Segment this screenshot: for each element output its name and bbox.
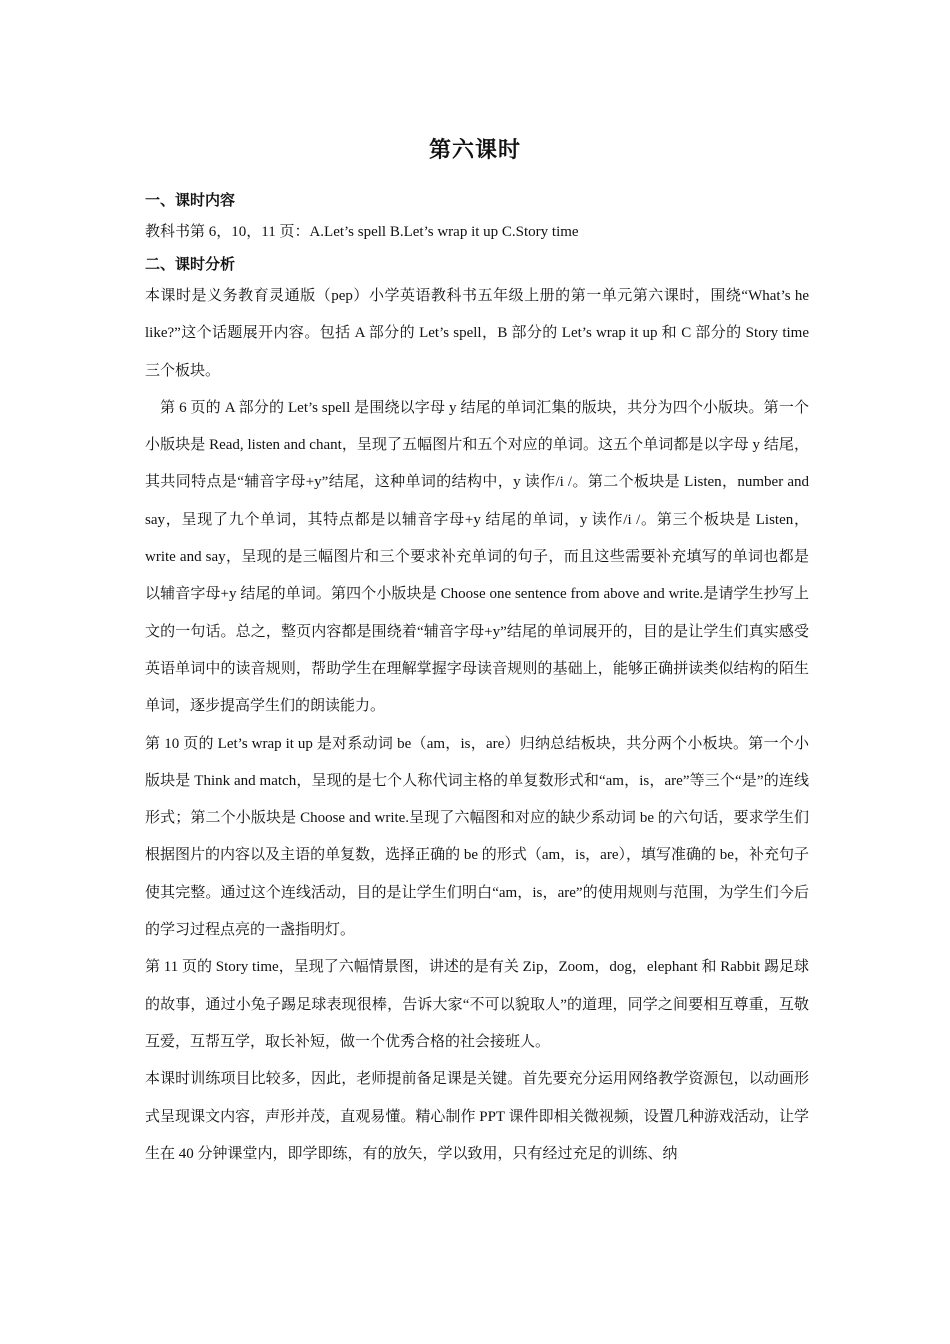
analysis-paragraph-page10: 第 10 页的 Let’s wrap it up 是对系动词 be（am，is，are）归纳总结板块，共分两个小板块。第一个小版块是 Think and match，呈现的是七个人称代词主格的单复数形式和“am，is，are”等三个“是”的连线形式；第二个小版块是 Choose and write.呈现了六幅图和对应的缺少系动词 be 的六句话，要求学生们根据图片的内容以及主语的单复数，选择正确的 be 的形式（am，is，are），填写准确的 be，补充句子使其完整。通过这个连线活动，目的是让学生们明白“am，is，are”的使用规则与范围，为学生们今后的学习过程点亮的一盏指明灯。 — [145, 735, 809, 939]
document-body — [145, 186, 809, 1173]
course-content-text: 教科书第 6，10，11 页：A.Let’s spell B.Let’s wrap it up C.Story time — [145, 224, 579, 240]
analysis-paragraph-page11: 第 11 页的 Story time，呈现了六幅情景图，讲述的是有关 Zip，Zoom，dog，elephant 和 Rabbit 踢足球的故事，通过小兔子踢足球表现很棒，告诉大家“不可以貌取人”的道理，同学之间要相互尊重，互敬互爱，互帮互学，取长补短，做一个优秀合格的社会接班人。 — [145, 959, 809, 1050]
page-title: 第六课时 — [428, 137, 521, 163]
section-heading-course-analysis: 二、课时分析 — [145, 255, 236, 273]
analysis-paragraph-page6: 第 6 页的 A 部分的 Let’s spell 是围绕以字母 y 结尾的单词汇集的版块，共分为四个小版块。第一个小版块是 Read, listen and chant，呈现了五幅图片和五个对应的单词。这五个单词都是以字母 y 结尾，其共同特点是“辅音字母+y”结尾，这种单词的结构中，y 读作/i /。第二个板块是 Listen，number and say，呈现了九个单词，其特点都是以辅音字母+y 结尾的单词，y 读作/i /。第三个板块是 Listen，write and say，呈现的是三幅图片和三个要求补充单词的句子，而且这些需要补充填写的单词也都是以辅音字母+y 结尾的单词。第四个小版块是 Choose one sentence from above and write.是请学生抄写上文的一句话。总之，整页内容都是围绕着“辅音字母+y”结尾的单词展开的，目的是让学生们真实感受英语单词中的读音规则，帮助学生在理解掌握字母读音规则的基础上，能够正确拼读类似结构的陌生单词，逐步提高学生们的朗读能力。 — [145, 399, 809, 715]
section-heading-course-content: 一、课时内容 — [145, 191, 236, 209]
analysis-paragraph-intro: 本课时是义务教育灵通版（pep）小学英语教科书五年级上册的第一单元第六课时，围绕“What’s he like?”这个话题展开内容。包括 A 部分的 Let’s spell，B 部分的 Let’s wrap it up 和 C 部分的 Story time 三个板块。 — [145, 288, 809, 379]
analysis-paragraph-preparation: 本课时训练项目比较多，因此，老师提前备足课是关键。首先要充分运用网络教学资源包，以动画形式呈现课文内容，声形并茂，直观易懂。精心制作 PPT 课件即相关微视频，设置几种游戏活动，让学生在 40 分钟课堂内，即学即练，有的放矢，学以致用，只有经过充足的训练、纳 — [145, 1071, 809, 1162]
